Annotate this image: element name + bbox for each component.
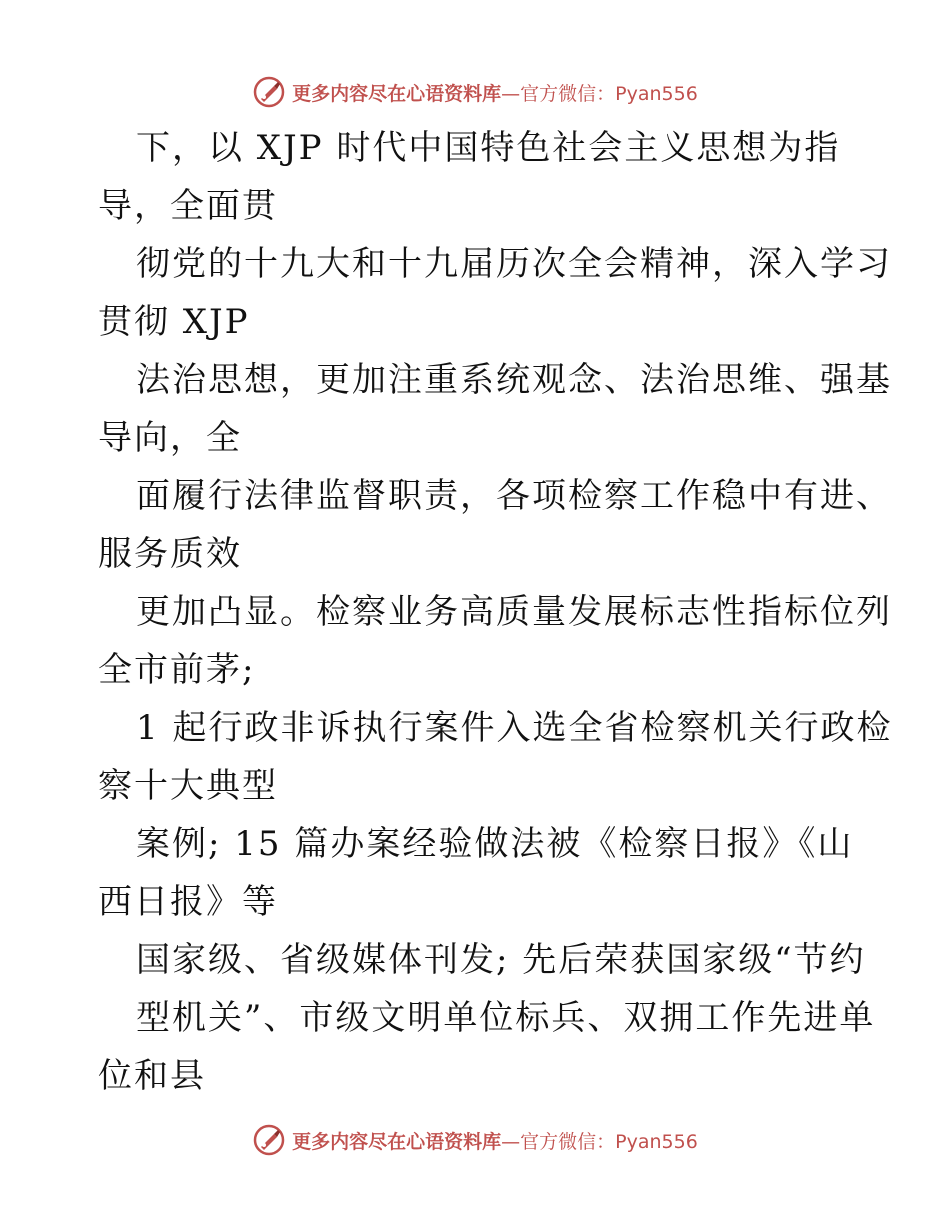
body-line: 彻党的十九大和十九届历次全会精神，深入学习 xyxy=(136,244,892,284)
header-banner-text xyxy=(292,79,698,106)
body-line: 型机关”、市级文明单位标兵、双拥工作先进单 xyxy=(136,998,876,1038)
pen-nib-logo-icon xyxy=(252,1123,286,1157)
body-line: 察十大典型 xyxy=(98,766,278,806)
body-line: 导向，全 xyxy=(98,418,242,458)
body-line: 面履行法律监督职责，各项检察工作稳中有进、 xyxy=(136,476,892,516)
body-line: 法治思想，更加注重系统观念、法治思维、强基 xyxy=(136,360,892,400)
header-banner-dash: — xyxy=(501,82,521,105)
header-banner-title: 更多内容尽在心语资料库 xyxy=(292,82,502,105)
body-line: 国家级、省级媒体刊发; 先后荣获国家级“节约 xyxy=(136,940,866,980)
body-line: 西日报》等 xyxy=(98,882,278,922)
body-line: 全市前茅; xyxy=(98,650,256,690)
body-line: 1 起行政非诉执行案件入选全省检察机关行政检 xyxy=(136,708,893,748)
footer-banner-dash: — xyxy=(501,1130,521,1153)
body-line: 导，全面贯 xyxy=(98,186,278,226)
body-line: 贯彻 XJP xyxy=(98,302,250,342)
footer-banner-title: 更多内容尽在心语资料库 xyxy=(292,1130,502,1153)
footer-banner-text xyxy=(292,1127,698,1154)
body-line: 案例; 15 篇办案经验做法被《检察日报》《山 xyxy=(136,824,854,864)
pen-nib-logo-icon xyxy=(252,75,286,109)
body-line: 位和县 xyxy=(98,1056,206,1096)
footer-banner-inner xyxy=(252,1123,698,1157)
header-banner-wechat: 官方微信：Pyan556 xyxy=(520,82,698,105)
footer-banner xyxy=(0,1120,950,1160)
body-line: 服务质效 xyxy=(98,534,242,574)
body-line: 更加凸显。检察业务高质量发展标志性指标位列 xyxy=(136,592,892,632)
body-line: 下，以 XJP 时代中国特色社会主义思想为指 xyxy=(136,128,841,168)
header-banner xyxy=(0,72,950,112)
header-banner-inner xyxy=(252,75,698,109)
footer-banner-wechat: 官方微信：Pyan556 xyxy=(520,1130,698,1153)
